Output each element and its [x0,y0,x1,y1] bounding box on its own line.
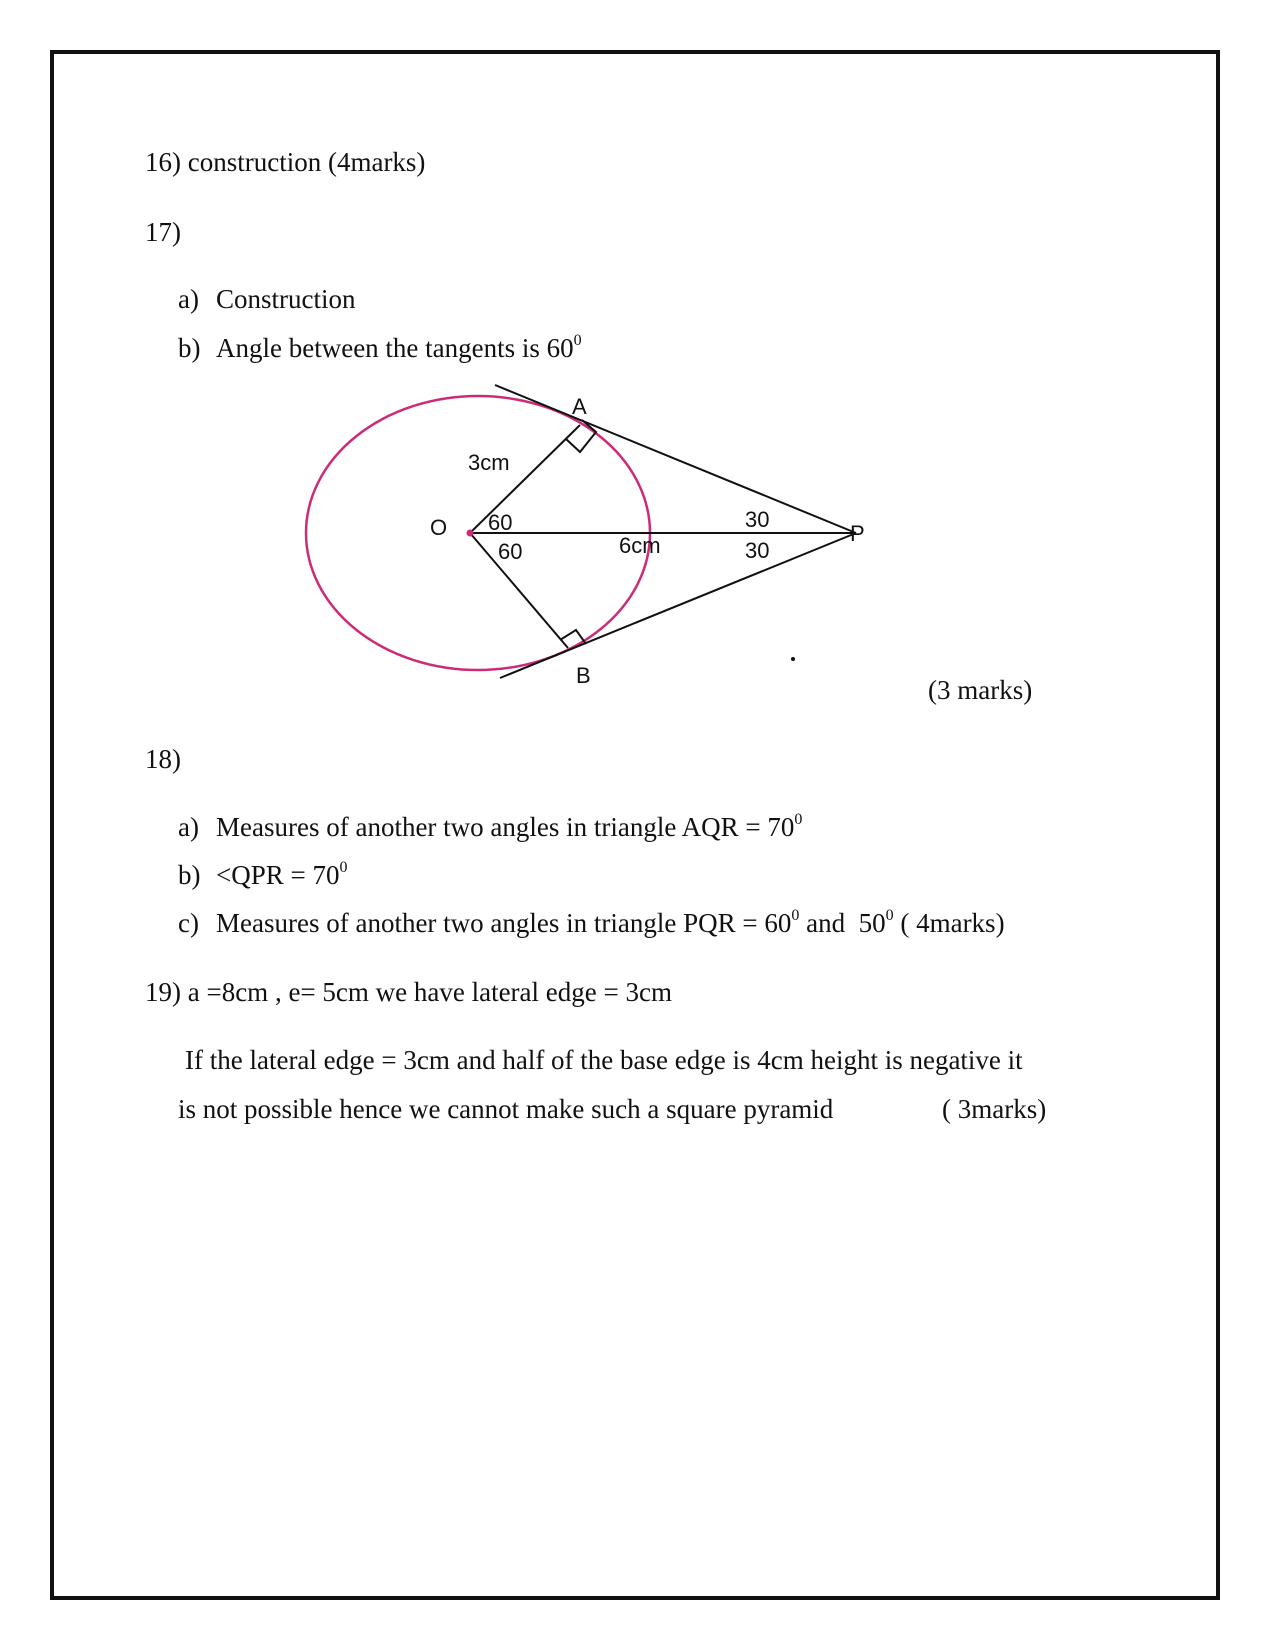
q18-part-c [178,907,1005,939]
tangent-line-b [500,533,856,678]
q18-c-text1: Measures of another two angles in triangle PQR = 60 [216,908,792,938]
stray-dot [791,657,795,661]
label-p: P [850,521,865,546]
q18-c-label: c) [178,908,199,938]
q18-c-degree1: 0 [791,907,800,924]
q18-b-degree: 0 [339,859,348,876]
q18-b-label: b) [178,860,201,890]
q18-a-label: a) [178,812,199,842]
q18-c-degree2: 0 [885,907,894,924]
angle-o-top: 60 [488,510,513,535]
q18-c-marks: ( 4marks) [893,908,1005,938]
q19-marks: ( 3marks) [942,1094,1047,1124]
radius-oa [470,425,580,533]
tangent-diagram [0,0,1275,760]
q18-number: 18) [145,744,181,774]
q17-marks: (3 marks) [928,675,1033,705]
q17-b-degree: 0 [573,332,582,349]
q19-line1: 19) a =8cm , e= 5cm we have lateral edge = 3cm [145,977,672,1007]
label-b: B [576,663,591,688]
q17-b-label: b) [178,333,201,363]
q17-b-text: Angle between the tangents is 60 [216,333,574,363]
tangent-line-a [495,385,856,533]
q17-a-text: Construction [216,284,356,314]
q18-b-text: <QPR = 70 [216,860,340,890]
label-distance: 6cm [619,533,661,558]
q19-line2: If the lateral edge = 3cm and half of the base edge is 4cm height is negative it [185,1045,1023,1075]
q17-number: 17) [145,217,181,247]
angle-o-bottom: 60 [498,539,523,564]
q18-a-text: Measures of another two angles in triangle AQR = 70 [216,812,795,842]
q18-a-degree: 0 [794,811,803,828]
angle-p-bottom: 30 [745,538,770,563]
q18-c-text2: and 50 [799,908,886,938]
q18-part-a [178,811,802,843]
angle-p-top: 30 [745,507,770,532]
q18-part-b [178,859,347,891]
q19-line3: is not possible hence we cannot make such a square pyramid [178,1094,834,1124]
q17-a-label: a) [178,284,199,314]
label-o: O [430,515,448,540]
label-radius: 3cm [468,450,510,475]
center-point [467,530,474,537]
q16-line: 16) construction (4marks) [145,147,426,177]
label-a: A [572,394,587,419]
